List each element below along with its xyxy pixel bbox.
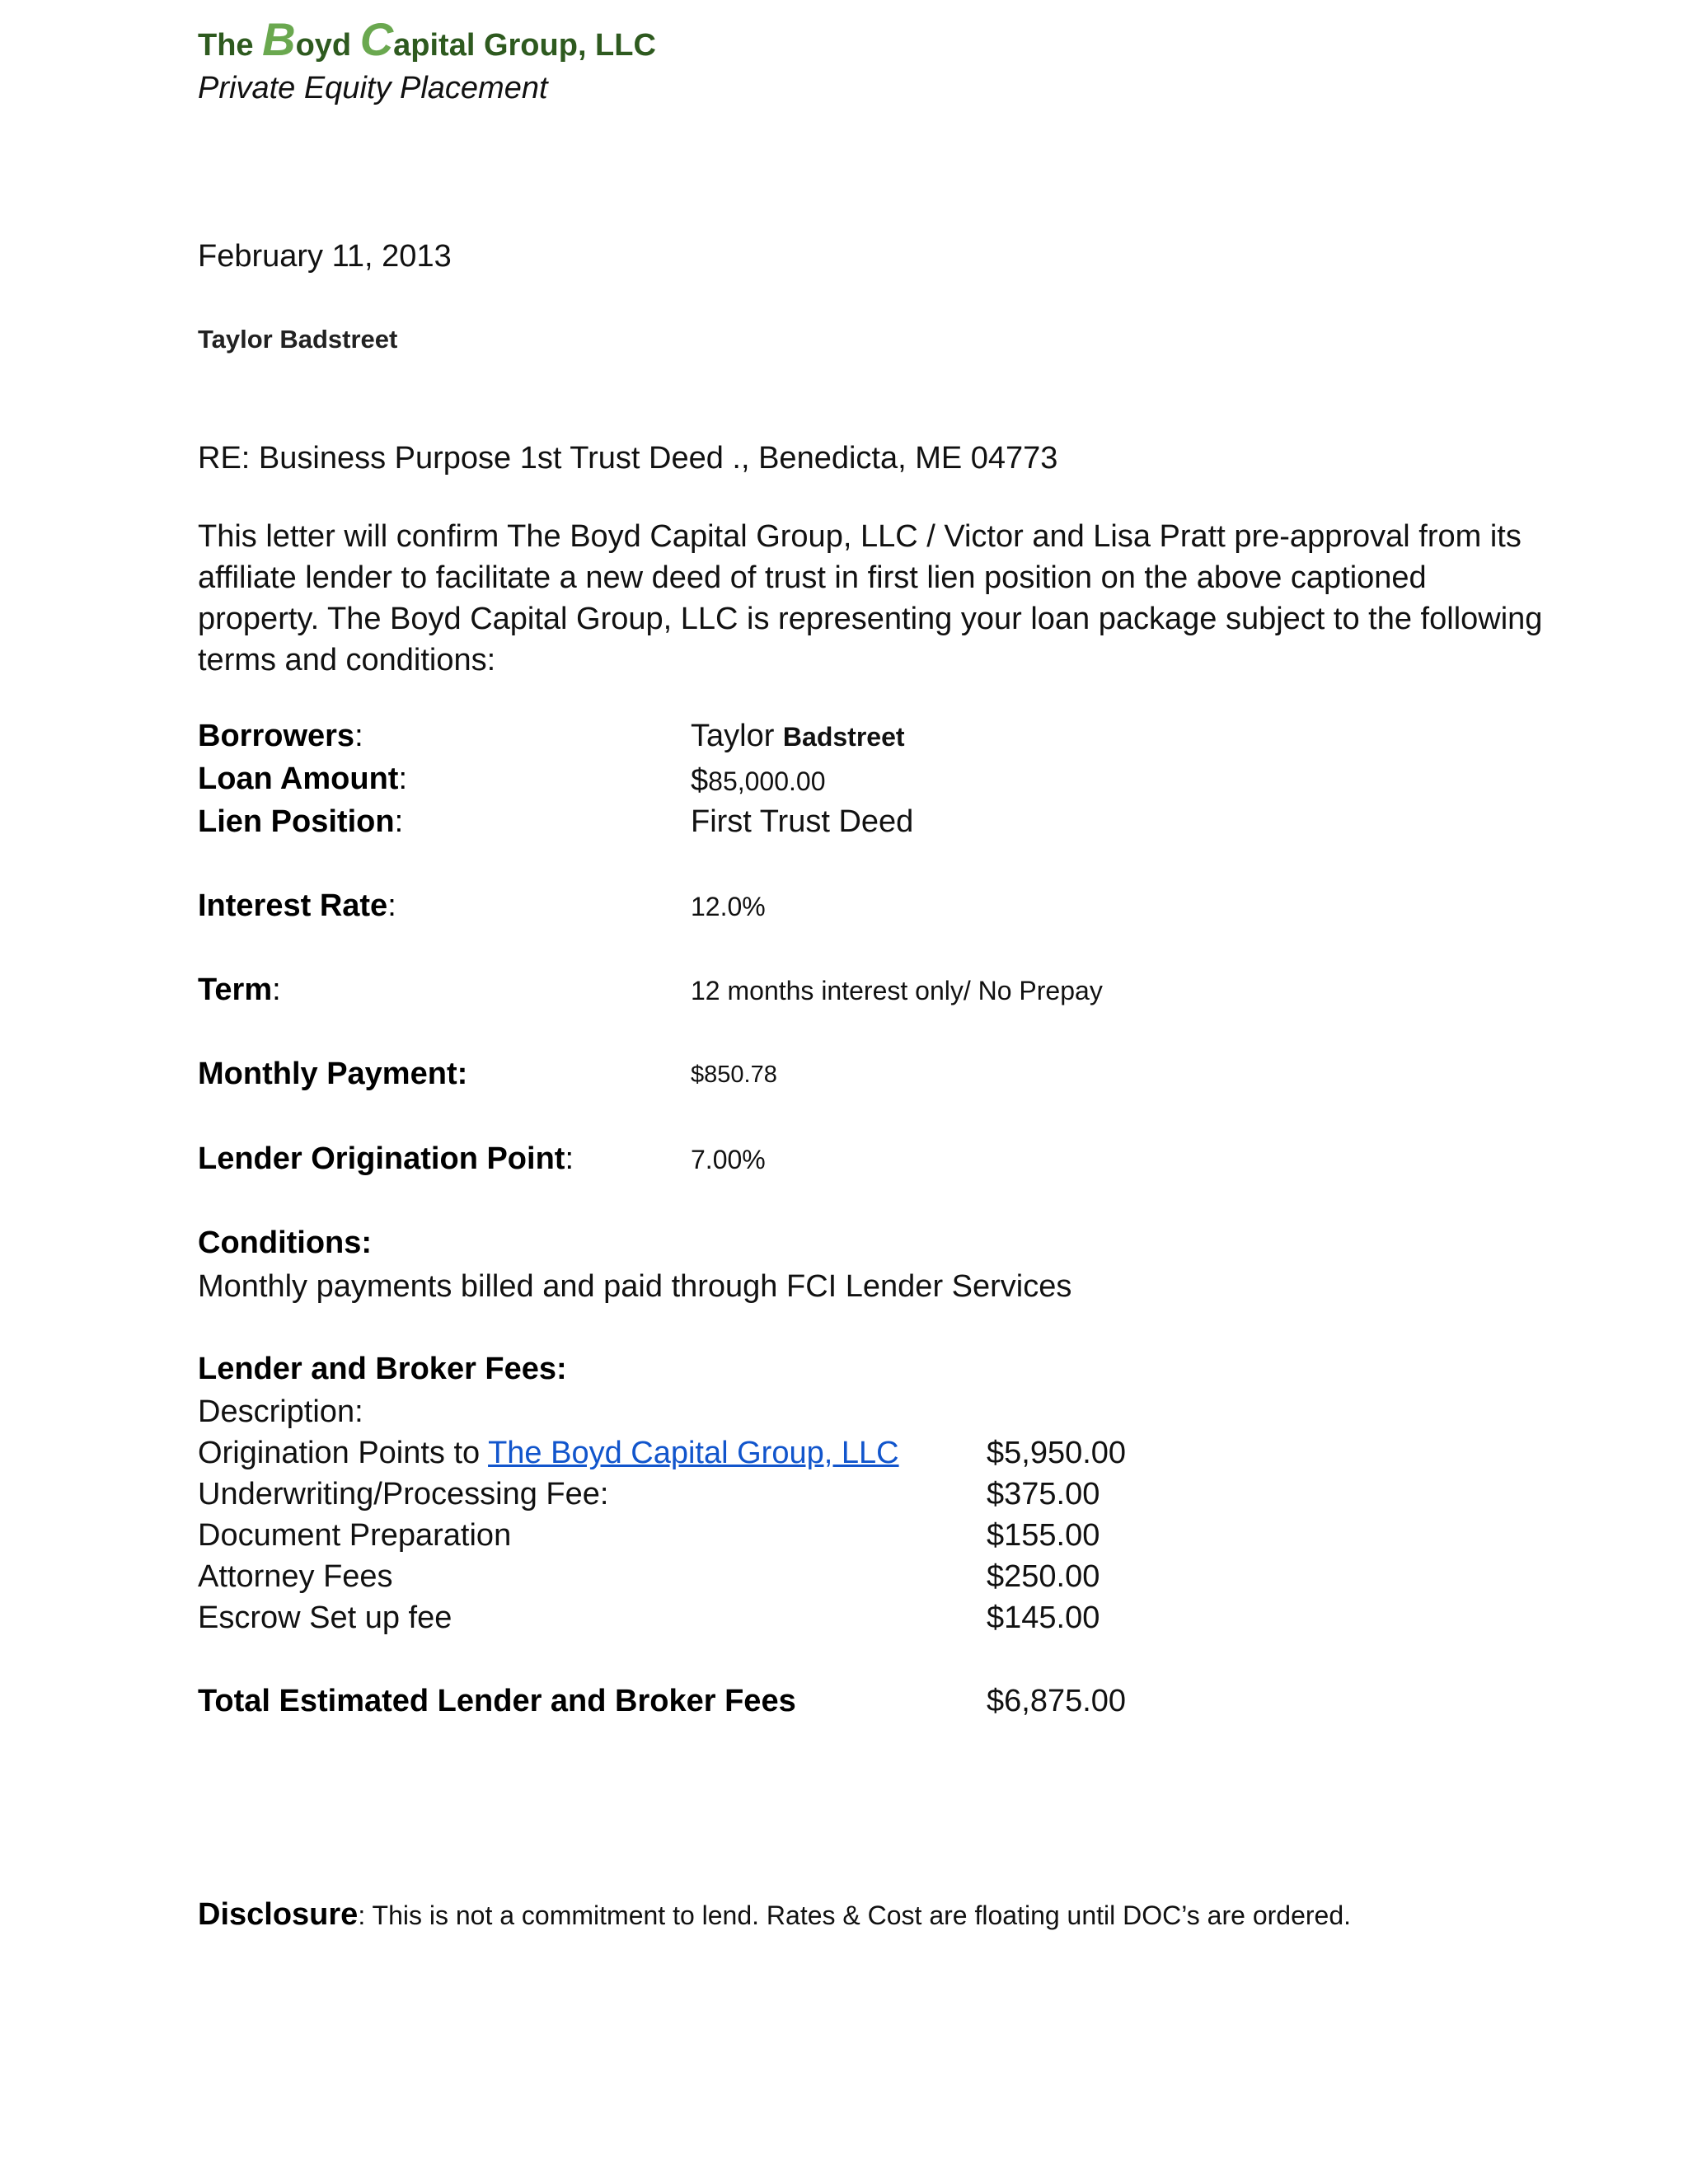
- loan-amount-label: [198, 762, 407, 797]
- loan-amount-symbol: $: [691, 763, 709, 798]
- lien-position-label: [198, 804, 403, 840]
- fee-underwriting-amount: $375.00: [987, 1477, 1100, 1511]
- origination-point-colon: :: [565, 1141, 574, 1176]
- interest-rate-label-text: Interest Rate: [198, 888, 388, 923]
- term-label: [198, 972, 281, 1008]
- company-initial-b: B: [262, 13, 296, 65]
- loan-amount-colon: :: [398, 762, 407, 796]
- fee-escrow-label: Escrow Set up fee: [198, 1601, 452, 1635]
- company-tagline: Private Equity Placement: [198, 71, 548, 105]
- conditions-heading: Conditions:: [198, 1226, 373, 1260]
- company-name-apital: apital Group, LLC: [393, 28, 656, 63]
- fee-origination-label: [198, 1436, 899, 1471]
- interest-rate-colon: :: [387, 888, 396, 923]
- term-label-text: Term: [198, 972, 273, 1007]
- term-colon: :: [272, 972, 281, 1007]
- fee-underwriting-label: Underwriting/Processing Fee:: [198, 1477, 609, 1511]
- term-value: 12 months interest only/ No Prepay: [691, 976, 1103, 1005]
- loan-amount-value: [691, 763, 826, 799]
- letter-date: February 11, 2013: [198, 239, 452, 274]
- disclosure-label: Disclosure: [198, 1897, 359, 1932]
- loan-amount-label-text: Loan Amount: [198, 762, 399, 796]
- lien-position-value: First Trust Deed: [691, 804, 914, 839]
- fees-description-label: Description:: [198, 1394, 363, 1429]
- monthly-payment-value: $850.78: [691, 1062, 777, 1088]
- fee-document-preparation-label: Document Preparation: [198, 1518, 512, 1553]
- company-name: [198, 15, 656, 70]
- interest-rate-label: [198, 888, 396, 924]
- disclosure: [198, 1897, 1351, 1933]
- borrowers-colon: :: [354, 719, 363, 753]
- disclosure-text: : This is not a commitment to lend. Rates & Cost are floating until DOC’s are ordered.: [358, 1900, 1351, 1930]
- lien-position-label-text: Lien Position: [198, 804, 395, 839]
- fees-heading: Lender and Broker Fees:: [198, 1352, 567, 1386]
- borrowers-value: [691, 719, 905, 754]
- interest-rate-value: 12.0%: [691, 892, 766, 921]
- boyd-capital-link[interactable]: The Boyd Capital Group, LLC: [488, 1436, 899, 1470]
- borrowers-label: [198, 719, 363, 754]
- addressee: Taylor Badstreet: [198, 325, 398, 354]
- company-name-oyd: oyd: [295, 28, 352, 63]
- fee-document-preparation-amount: $155.00: [987, 1518, 1100, 1553]
- fee-attorney-label: Attorney Fees: [198, 1559, 393, 1594]
- conditions-text: Monthly payments billed and paid through FCI Lender Services: [198, 1269, 1072, 1304]
- origination-point-value: 7.00%: [691, 1145, 766, 1174]
- total-fees-amount: $6,875.00: [987, 1684, 1127, 1718]
- borrowers-first-name: Taylor: [691, 719, 783, 753]
- fee-attorney-amount: $250.00: [987, 1559, 1100, 1594]
- fee-escrow-amount: $145.00: [987, 1601, 1100, 1635]
- borrowers-last-name: Badstreet: [782, 722, 905, 752]
- company-initial-c: C: [359, 13, 394, 65]
- monthly-payment-label: Monthly Payment:: [198, 1057, 468, 1091]
- lien-position-colon: :: [394, 804, 404, 839]
- borrowers-label-text: Borrowers: [198, 719, 355, 753]
- total-fees-label: Total Estimated Lender and Broker Fees: [198, 1684, 796, 1718]
- origination-point-label: [198, 1141, 574, 1177]
- company-name-the: The: [198, 28, 254, 63]
- fee-origination-amount: $5,950.00: [987, 1436, 1127, 1470]
- fee-origination-prefix: Origination Points to: [198, 1436, 489, 1470]
- loan-amount-number: 85,000.00: [708, 766, 826, 796]
- re-line: RE: Business Purpose 1st Trust Deed ., Benedicta, ME 04773: [198, 441, 1058, 476]
- intro-paragraph: This letter will confirm The Boyd Capital Group, LLC / Victor and Lisa Pratt pre-approval from its affiliate lender to facilitate a new deed of trust in first lien position on the above captioned property. The Boyd Capital Group, LLC is representing your loan package subject to the following terms and conditions:: [198, 519, 1543, 677]
- origination-point-label-text: Lender Origination Point: [198, 1141, 565, 1176]
